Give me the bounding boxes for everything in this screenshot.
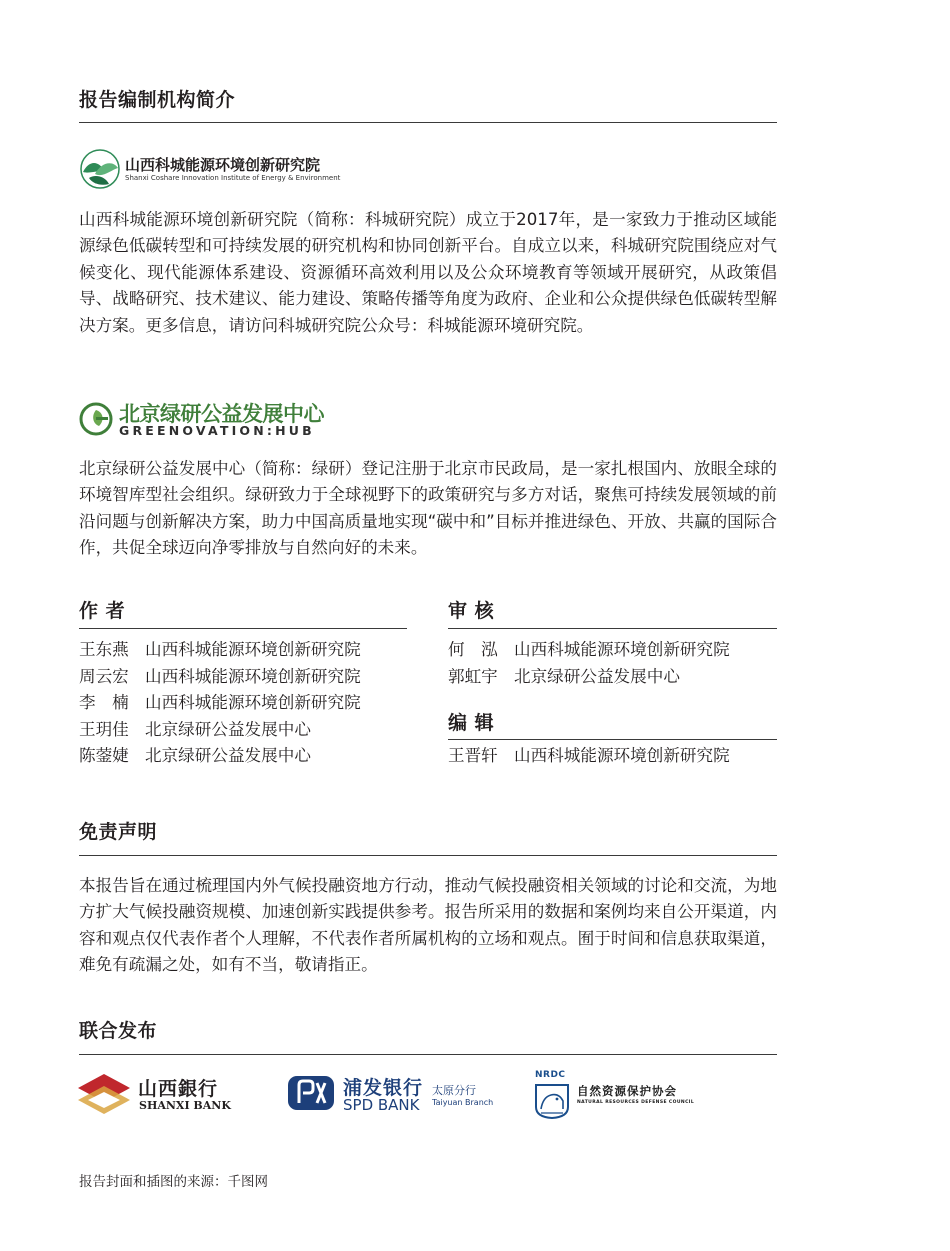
divider	[448, 628, 777, 629]
divider	[448, 739, 777, 740]
editor-name: 王晋轩	[448, 746, 498, 765]
spd-bank-logo	[287, 1073, 497, 1115]
shanxi-bank-cn: 山西銀行	[138, 1078, 219, 1100]
author-name: 李 楠	[79, 693, 129, 712]
author-row	[79, 664, 361, 691]
divider	[79, 855, 777, 856]
author-org: 山西科城能源环境创新研究院	[145, 693, 361, 712]
reviewer-name: 郭虹宇	[448, 666, 498, 686]
reviewer-row	[448, 664, 730, 691]
reviewer-row	[448, 637, 730, 664]
shanxi-bank-en: SHANXI BANK	[139, 1099, 231, 1112]
author-org: 北京绿研公益发展中心	[145, 746, 311, 765]
author-name: 王东燕	[79, 640, 129, 659]
reviewers-list	[448, 637, 730, 690]
kecheng-logo	[79, 148, 341, 190]
reviewer-org: 北京绿研公益发展中心	[514, 666, 680, 686]
greenovation-logo	[79, 398, 329, 440]
spd-bank-emblem-icon	[287, 1075, 335, 1111]
section-title-disclaimer: 免责声明	[79, 821, 158, 843]
greenovation-logo-en: GREENOVATION:HUB	[119, 423, 315, 438]
authors-list	[79, 637, 361, 770]
nrdc-bear-icon	[533, 1081, 571, 1119]
nrdc-abbr: NRDC	[535, 1070, 566, 1080]
author-name: 陈蓥婕	[79, 746, 129, 765]
author-name: 王玥佳	[79, 719, 129, 739]
nrdc-logo	[533, 1070, 703, 1120]
editor-org: 山西科城能源环境创新研究院	[514, 746, 730, 765]
disclaimer-text: 本报告旨在通过梳理国内外气候投融资地方行动，推动气候投融资相关领域的讨论和交流，为地方扩大气候投融资规模、加速创新实践提供参考。报告所采用的数据和案例均来自公开渠道，内容和观点仅代表作者个人理解，不代表作者所属机构的立场和观点。囿于时间和信息获取渠道，难免有疏漏之处，如有不当，敬请指正。	[79, 876, 777, 975]
shanxi-bank-logo	[76, 1072, 236, 1116]
greenovation-description: 北京绿研公益发展中心（简称：绿研）登记注册于北京市民政局，是一家扎根国内、放眼全球的环境智库型社会组织。绿研致力于全球视野下的政策研究与多方对话，聚焦可持续发展领域的前沿问题与创新解决方案，助力中国高质量地实现“碳中和”目标并推进绿色、开放、共赢的国际合作，共促全球迈向净零排放与自然向好的未来。	[79, 459, 777, 558]
divider	[79, 122, 777, 123]
author-row	[79, 637, 361, 664]
author-org: 山西科城能源环境创新研究院	[145, 640, 361, 659]
spd-bank-en: SPD BANK	[343, 1096, 420, 1114]
section-title-publishers: 联合发布	[79, 1020, 158, 1042]
spd-bank-branch-cn: 太原分行	[432, 1084, 476, 1097]
author-org: 北京绿研公益发展中心	[145, 719, 311, 739]
divider	[79, 628, 407, 629]
spd-bank-cn: 浦发银行	[343, 1077, 424, 1099]
editors-list	[448, 743, 730, 770]
shanxi-bank-emblem-icon	[76, 1072, 132, 1116]
divider	[79, 1054, 777, 1055]
nrdc-en: NATURAL RESOURCES DEFENSE COUNCIL	[577, 1100, 695, 1105]
section-title-authors: 作 者	[79, 600, 126, 622]
greenovation-g-icon	[79, 398, 115, 440]
section-title-editors: 编 辑	[448, 712, 495, 734]
author-row	[79, 717, 361, 744]
spd-bank-branch-en: Taiyuan Branch	[432, 1098, 494, 1107]
section-title-intro: 报告编制机构简介	[79, 89, 236, 111]
kecheng-leaf-icon	[79, 148, 121, 190]
author-org: 山西科城能源环境创新研究院	[145, 666, 361, 686]
author-row	[79, 690, 361, 717]
author-row	[79, 743, 361, 770]
reviewer-name: 何 泓	[448, 640, 498, 659]
editor-row	[448, 743, 730, 770]
nrdc-cn: 自然资源保护协会	[577, 1084, 677, 1098]
kecheng-logo-cn: 山西科城能源环境创新研究院	[125, 156, 321, 174]
kecheng-description: 山西科城能源环境创新研究院（简称：科城研究院）成立于2017年，是一家致力于推动区域能源绿色低碳转型和可持续发展的研究机构和协同创新平台。自成立以来，科城研究院围绕应对气候变化、现代能源体系建设、资源循环高效利用以及公众环境教育等领域开展研究，从政策倡导、战略研究、技术建议、能力建设、策略传播等角度为政府、企业和公众提供绿色低碳转型解决方案。更多信息，请访问科城研究院公众号：科城能源环境研究院。	[79, 210, 777, 335]
author-name: 周云宏	[79, 666, 129, 686]
image-credit: 报告封面和插图的来源：千图网	[79, 1174, 268, 1190]
greenovation-logo-cn: 北京绿研公益发展中心	[119, 402, 324, 426]
reviewer-org: 山西科城能源环境创新研究院	[514, 640, 730, 659]
section-title-reviewers: 审 核	[448, 600, 495, 622]
kecheng-logo-en: Shanxi Coshare Innovation Institute of Energy & Environment	[125, 174, 341, 182]
